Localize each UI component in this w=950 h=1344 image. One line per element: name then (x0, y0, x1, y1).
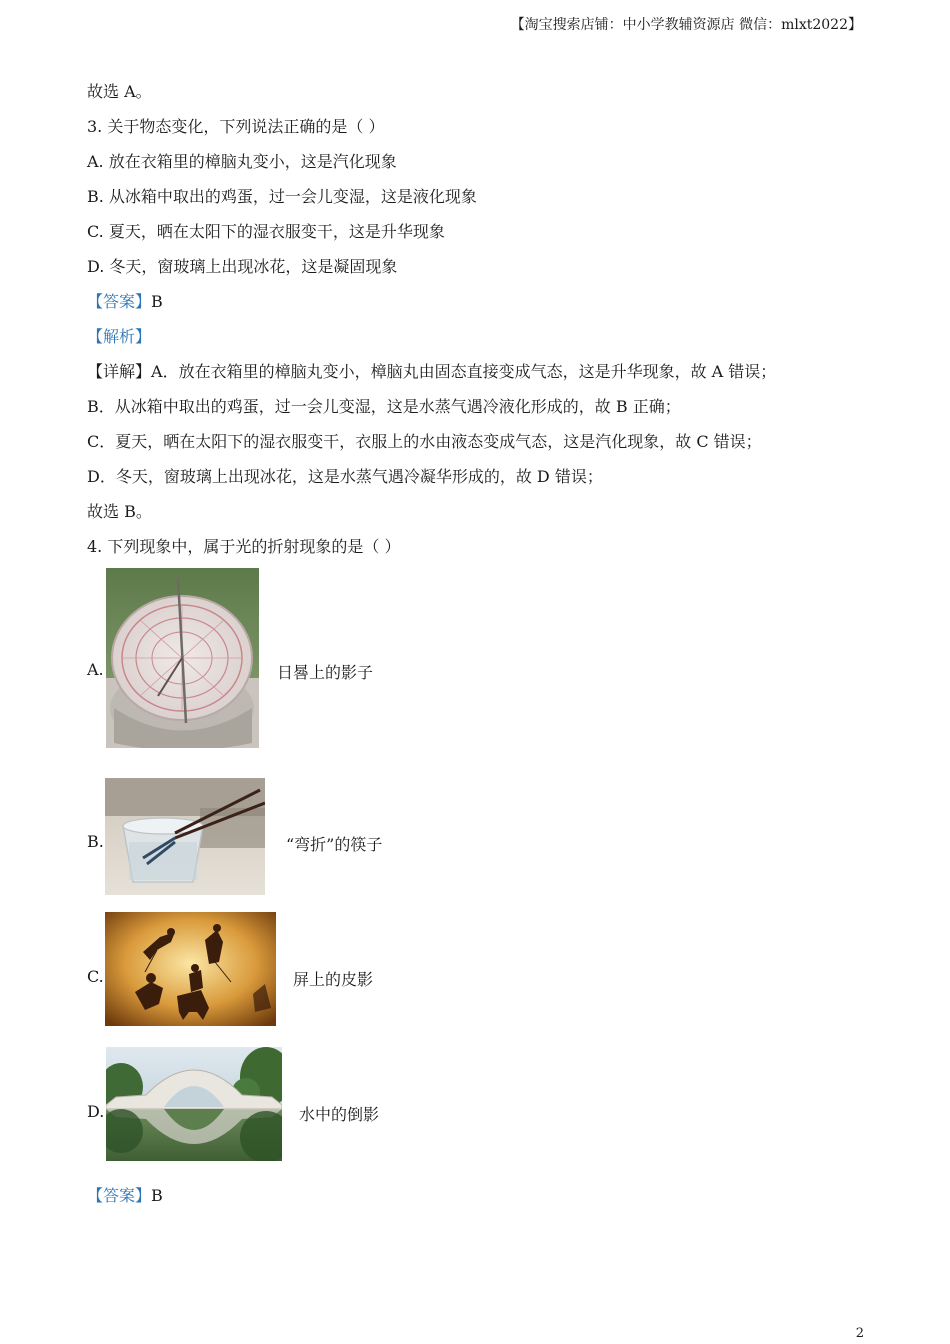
q4-option-a-caption: 日晷上的影子 (277, 663, 374, 682)
q3-detail-d: D．冬天，窗玻璃上出现冰花，这是水蒸气遇冷凝华形成的，故 D 错误； (87, 467, 603, 486)
shadow-puppet-image (105, 912, 276, 1026)
answer-tag: 【答案】 (87, 292, 152, 311)
q3-option-b: B. 从冰箱中取出的鸡蛋，过一会儿变湿，这是液化现象 (87, 187, 477, 206)
answer-value: B (151, 292, 163, 311)
q3-detail-a (87, 362, 776, 382)
chopsticks-image (105, 778, 265, 895)
q3-analysis (87, 327, 151, 347)
bridge-reflection-image (106, 1047, 282, 1161)
answer-value: B (151, 1186, 163, 1205)
q4-option-d-caption: 水中的倒影 (299, 1105, 380, 1124)
q3-conclusion: 故选 B。 (87, 502, 152, 521)
page-number: 2 (855, 1326, 864, 1341)
q4-option-d-letter: D. (87, 1102, 105, 1121)
q4-answer (87, 1186, 163, 1206)
q4-option-b-letter: B. (87, 832, 104, 851)
q4-option-a-letter: A. (87, 660, 104, 679)
sundial-image (106, 568, 259, 748)
q3-detail-b: B．从冰箱中取出的鸡蛋，过一会儿变湿，这是水蒸气遇冷液化形成的，故 B 正确； (87, 397, 681, 416)
detail-text: A．放在衣箱里的樟脑丸变小，樟脑丸由固态直接变成气态，这是升华现象，故 A 错误； (151, 362, 777, 381)
q3-detail-c: C．夏天，晒在太阳下的湿衣服变干，衣服上的水由液态变成气态，这是汽化现象，故 C 错误； (87, 432, 762, 451)
q4-option-c-caption: 屏上的皮影 (293, 970, 374, 989)
previous-conclusion: 故选 A。 (87, 82, 152, 101)
q3-option-a: A. 放在衣箱里的樟脑丸变小，这是汽化现象 (87, 152, 397, 171)
q4-option-b-caption: “弯折”的筷子 (286, 835, 383, 854)
q4-option-c-letter: C. (87, 967, 104, 986)
q3-option-d: D. 冬天，窗玻璃上出现冰花，这是凝固现象 (87, 257, 398, 276)
analysis-tag: 【解析】 (87, 327, 152, 346)
q3-answer (87, 292, 163, 312)
page-header: 【淘宝搜索店铺：中小学教辅资源店 微信：mlxt2022】 (510, 17, 862, 33)
q3-option-c: C. 夏天，晒在太阳下的湿衣服变干，这是升华现象 (87, 222, 445, 241)
q3-stem: 3. 关于物态变化，下列说法正确的是（ ） (87, 117, 385, 136)
q4-stem: 4. 下列现象中，属于光的折射现象的是（ ） (87, 537, 401, 556)
answer-tag: 【答案】 (87, 1186, 152, 1205)
detail-tag: 【详解】 (87, 362, 152, 381)
